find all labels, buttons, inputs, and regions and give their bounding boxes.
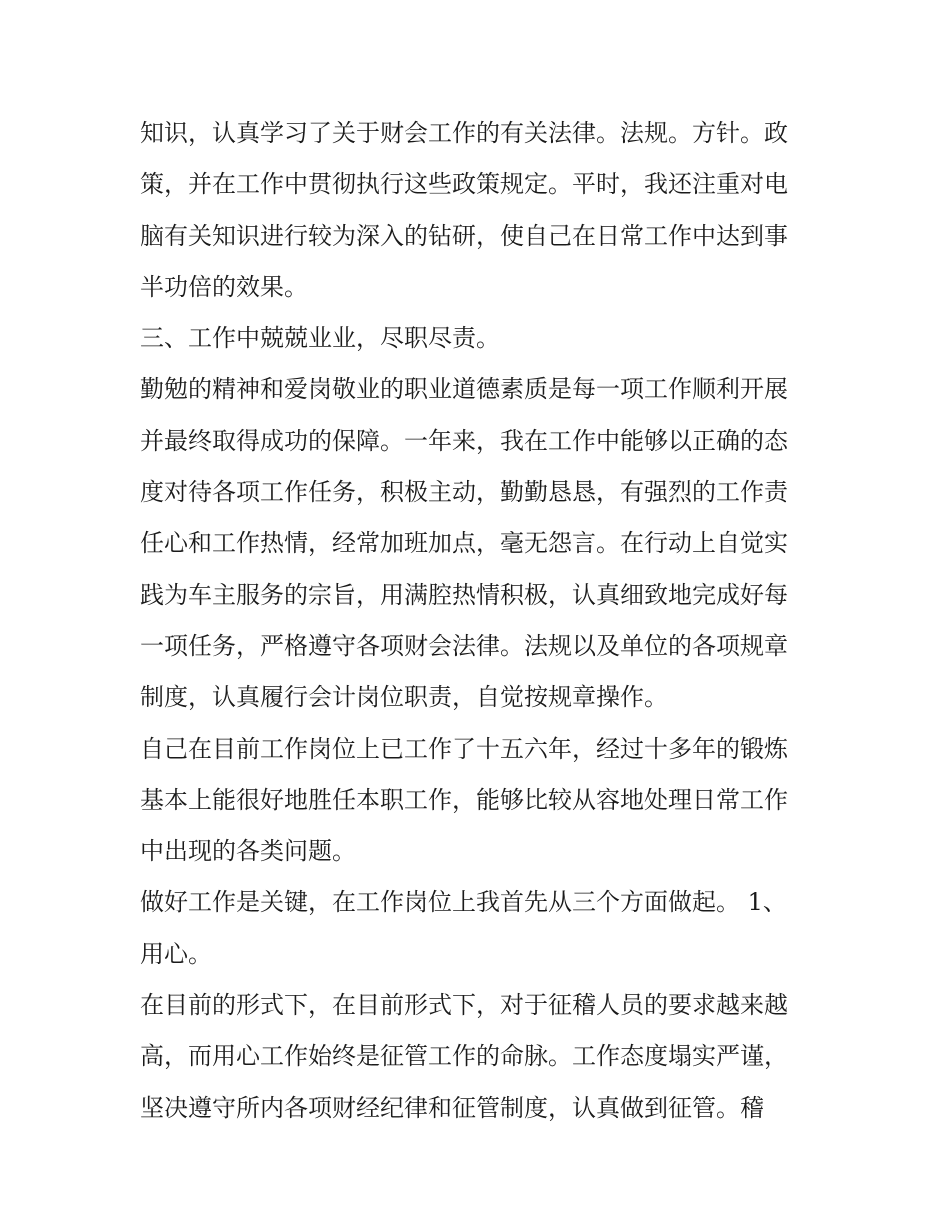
text-line: 度对待各项工作任务，积极主动，勤勤恳恳，有强烈的工作责	[140, 478, 788, 507]
text-line: 用心。	[140, 939, 212, 968]
text-line: 并最终取得成功的保障。一年来，我在工作中能够以正确的态	[140, 426, 788, 455]
text-line: 中出现的各类问题。	[140, 837, 356, 866]
text-line: 做好工作是关键，在工作岗位上我首先从三个方面做起。 1、	[140, 888, 787, 917]
section-heading: 三、工作中兢兢业业，尽职尽责。	[140, 324, 500, 353]
text-line: 基本上能很好地胜任本职工作，能够比较从容地处理日常工作	[140, 785, 788, 814]
text-line: 一项任务，严格遵守各项财会法律。法规以及单位的各项规章	[140, 631, 788, 660]
text-line: 任心和工作热情，经常加班加点，毫无怨言。在行动上自觉实	[140, 529, 788, 558]
text-line: 高，而用心工作始终是征管工作的命脉。工作态度塌实严谨，	[140, 1042, 788, 1071]
text-line: 知识，认真学习了关于财会工作的有关法律。法规。方针。政	[140, 119, 788, 147]
text-line: 在目前的形式下，在目前形式下，对于征稽人员的要求越来越	[140, 991, 788, 1020]
text-line: 践为车主服务的宗旨，用满腔热情积极，认真细致地完成好每	[140, 580, 788, 609]
text-line: 脑有关知识进行较为深入的钻研，使自己在日常工作中达到事	[140, 221, 788, 250]
text-line: 策，并在工作中贯彻执行这些政策规定。平时，我还注重对电	[140, 170, 788, 199]
text-line: 半功倍的效果。	[140, 272, 308, 301]
document-body	[140, 108, 816, 1134]
text-line: 制度，认真履行会计岗位职责，自觉按规章操作。	[140, 683, 668, 712]
text-line: 坚决遵守所内各项财经纪律和征管制度，认真做到征管。稽	[140, 1093, 764, 1122]
text-line: 勤勉的精神和爱岗敬业的职业道德素质是每一项工作顺利开展	[140, 375, 788, 404]
text-line: 自己在目前工作岗位上已工作了十五六年，经过十多年的锻炼	[140, 734, 788, 763]
